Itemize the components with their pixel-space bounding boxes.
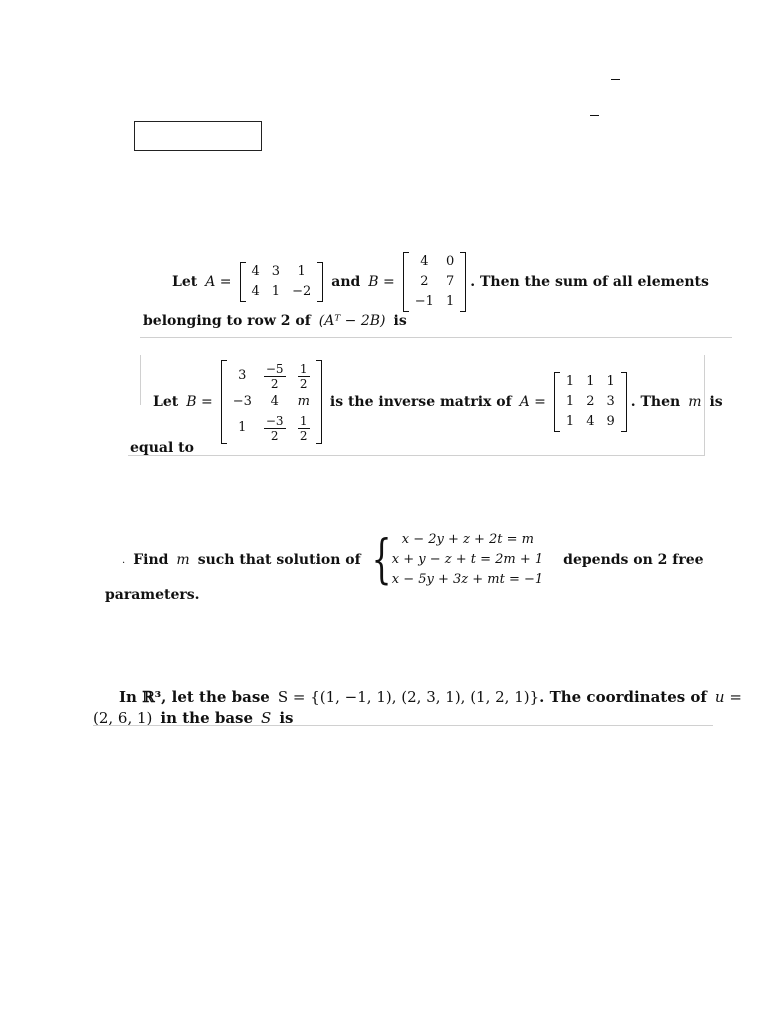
q4-rule <box>93 725 713 726</box>
q1-b-cell: 7 <box>445 274 455 289</box>
q2-a-cell: 3 <box>606 394 615 409</box>
question-4 <box>119 688 742 706</box>
q2-then: . Then <box>630 394 681 410</box>
q4-in-base: in the base <box>160 709 254 727</box>
q3-find: Find <box>133 552 169 568</box>
q1-row-text: belonging to row 2 of <box>143 313 311 329</box>
q2-matrix-b <box>221 360 322 444</box>
q3-eq-2: x + y − z + t = 2m + 1 <box>391 552 544 567</box>
q2-left-rule <box>140 355 141 405</box>
q1-let: Let <box>172 274 198 290</box>
q2-a-cell: 1 <box>606 374 615 389</box>
q2-b-cell: 4 <box>270 394 279 409</box>
header-mark-2 <box>590 115 599 116</box>
q2-a-cell: 1 <box>565 414 575 429</box>
q1-matrix-b <box>403 252 466 312</box>
q4-u: u = <box>714 688 742 706</box>
q3-prefix: . <box>122 554 126 566</box>
q2-b-cell: 3 <box>238 368 247 383</box>
q3-such-that: such that solution of <box>197 552 361 568</box>
q1-tail: . Then the sum of all elements <box>470 274 709 290</box>
q1-a-cell: 1 <box>271 284 281 299</box>
q1-and: and <box>331 274 361 290</box>
q3-eq-1: x − 2y + z + 2t = m <box>401 532 534 547</box>
q2-b-cell: −3 <box>232 394 252 409</box>
q4-coordinates: . The coordinates of <box>539 688 707 706</box>
q1-b-lhs: B = <box>368 274 395 290</box>
q3-eq-3: x − 5y + 3z + mt = −1 <box>391 572 544 587</box>
q1-b-cell: 0 <box>445 254 455 269</box>
q2-a-cell: 1 <box>586 374 595 389</box>
q2-inverse-text: is the inverse matrix of <box>329 394 512 410</box>
q2-b-cell: 1 <box>238 420 247 435</box>
header-mark-1 <box>611 79 620 80</box>
q4-vector: (2, 6, 1) <box>93 709 153 727</box>
q2-a-cell: 1 <box>565 394 575 409</box>
q3-line-2 <box>105 587 200 603</box>
q2-line-2 <box>130 440 194 456</box>
q3-parameters: parameters. <box>105 587 200 603</box>
q1-a-cell: 4 <box>251 284 260 299</box>
q1-line-2 <box>143 313 407 329</box>
q2-b-frac: $\frac{-5}{2}$ <box>265 362 284 391</box>
q2-a-cell: 4 <box>586 414 595 429</box>
q1-a-cell: 4 <box>251 264 260 279</box>
q2-equal-to: equal to <box>130 440 194 456</box>
q2-m: m <box>688 394 702 410</box>
q4-s: S <box>261 709 272 727</box>
q1-b-cell: 2 <box>420 274 429 289</box>
answer-box[interactable] <box>134 121 262 151</box>
q2-is: is <box>709 394 723 410</box>
q2-matrix-a <box>554 372 627 432</box>
question-2 <box>153 358 723 446</box>
q4-base-set: S = {(1, −1, 1), (2, 3, 1), (1, 2, 1)} <box>277 688 540 706</box>
q3-system <box>392 530 543 590</box>
q1-matrix-a <box>240 262 324 302</box>
q1-a-cell: −2 <box>292 284 312 299</box>
q2-a-cell: 9 <box>606 414 615 429</box>
q1-a-lhs: A = <box>205 274 232 290</box>
q2-rule <box>128 455 705 456</box>
q4-intro: In ℝ³, let the base <box>119 688 270 706</box>
q4-is: is <box>279 709 294 727</box>
q2-b-lhs: B = <box>186 394 213 410</box>
q2-b-frac: $\frac{1}{2}$ <box>299 362 308 391</box>
q2-a-lhs: A = <box>519 394 546 410</box>
q1-expression: (Aᵀ − 2B) <box>318 313 386 329</box>
question-3 <box>122 530 704 590</box>
q2-a-cell: 2 <box>586 394 595 409</box>
q1-b-cell: 1 <box>445 294 455 309</box>
q2-b-frac: $\frac{1}{2}$ <box>299 414 308 443</box>
q3-m: m <box>176 552 190 568</box>
brace-icon: { <box>371 530 392 590</box>
q1-b-cell: 4 <box>420 254 429 269</box>
q1-rule <box>140 337 732 338</box>
q1-a-cell: 1 <box>297 264 306 279</box>
q1-a-cell: 3 <box>271 264 281 279</box>
q2-b-cell-m: m <box>297 394 310 409</box>
q3-depends: depends on 2 free <box>563 552 704 568</box>
q1-is: is <box>393 313 407 329</box>
q1-b-cell: −1 <box>414 294 434 309</box>
q2-b-frac: $\frac{-3}{2}$ <box>265 414 284 443</box>
q2-a-cell: 1 <box>565 374 575 389</box>
q2-let: Let <box>153 394 179 410</box>
